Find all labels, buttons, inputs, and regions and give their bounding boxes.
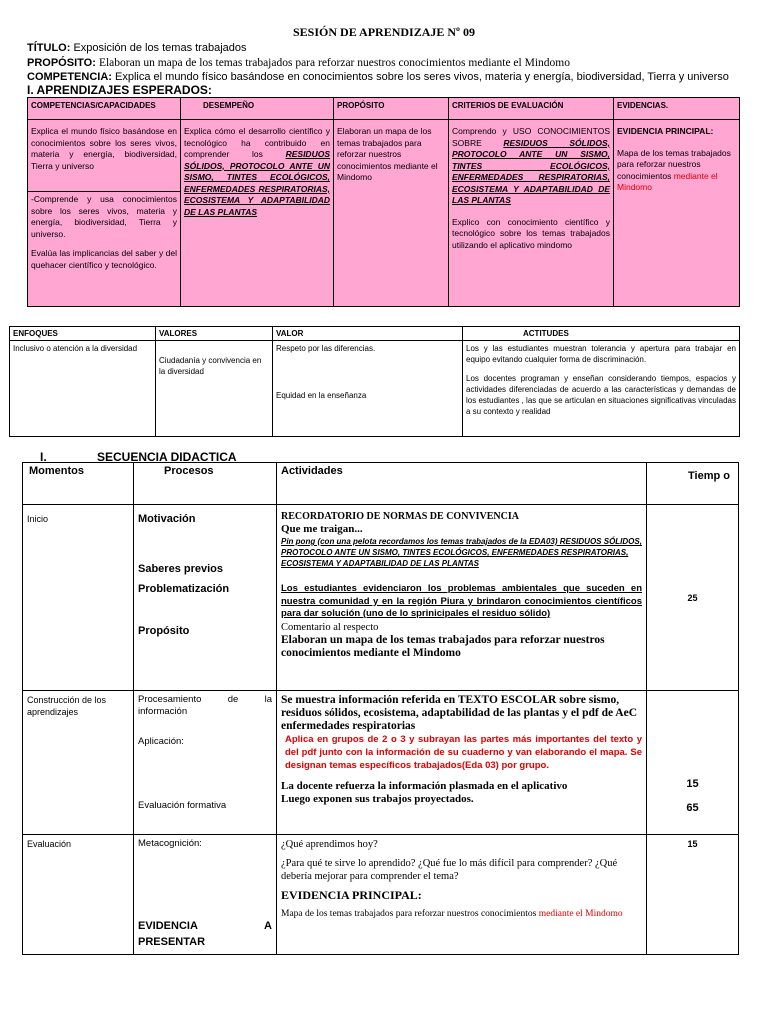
header-valor: VALOR: [273, 327, 463, 341]
act-refuerza: La docente refuerza la información plasmada en el aplicativo: [281, 780, 568, 792]
procesos-evaluacion: [134, 835, 277, 955]
session-title: SESIÓN DE APRENDIZAJE Nº 09: [293, 25, 475, 39]
act-aplica: Aplica en grupos de 2 o 3 y subrayan las partes más importantes del texto y del pdf junto con la información de su cuaderno y van elaborando el mapa. Se designan temas específicos trabajados(Eda 03) por grupo.: [285, 734, 642, 771]
act-evidencia-label: EVIDENCIA PRINCIPAL:: [281, 888, 422, 902]
header-desempeno: DESEMPEÑO: [181, 98, 334, 120]
act-problematizacion: Los estudiantes evidenciaron los problemas ambientales que suceden en nuestra comunidad y en la región Piura y brindaron conocimientos científicos para dar solución (uno de lo sprinicipales el residuo sólido): [281, 583, 642, 619]
secuencia-table: [22, 462, 739, 955]
desempeno-prefix: Explica cómo el desarrollo científico y tecnológico ha contribuido en comprender los: [184, 126, 330, 159]
proc-motivacion: Motivación: [138, 513, 196, 525]
section-secuencia-title: SECUENCIA DIDACTICA: [97, 450, 237, 464]
valores-cell: [156, 341, 273, 437]
criterio-topics: RESIDUOS SÓLIDOS, PROTOCOLO ANTE UN SISMO, TINTES ECOLÓGICOS, ENFERMEDADES RESPIRATORIAS, ECOSISTEMA Y ADAPTABILIDAD DE LAS PLANTAS: [452, 137, 610, 205]
header-momentos: Momentos: [23, 463, 134, 505]
momento-inicio: Inicio: [23, 505, 134, 691]
criterio-prefix: Comprendo y USO CONOCIMIENTOS SOBRE: [452, 126, 610, 148]
competencia-line: [27, 70, 729, 84]
act-exponen: Luego exponen sus trabajos proyectados.: [281, 793, 474, 805]
actitud-2: Los docentes programan y enseñan considerando tiempos, espacios y actividades diferenciadas de acuerdo a las características y demandas de los estudiantes , las que se articulan en situaciones significativas vinculadas a su contexto y realidad: [466, 374, 736, 416]
header-actividades: Actividades: [277, 463, 647, 505]
header-competencias: COMPETENCIAS/CAPACIDADES: [28, 98, 181, 120]
titulo-value: Exposición de los temas trabajados: [73, 42, 247, 54]
tiempo-construccion-2: 65: [686, 802, 699, 814]
evidencia-label: EVIDENCIA PRINCIPAL:: [617, 126, 714, 136]
valor-cell: [273, 341, 463, 437]
competencia-value: Explica el mundo físico basándose en conocimientos sobre los seres vivos, materia y energía, biodiversidad, Tierra y universo: [115, 71, 729, 83]
titulo-line: [27, 41, 247, 55]
act-aprendimos: ¿Qué aprendimos hoy?: [281, 839, 378, 850]
evidencias-cell: [614, 120, 740, 307]
header-actitudes: ACTITUDES: [463, 327, 740, 341]
desempeno-cell: [181, 120, 334, 307]
actividades-construccion: [277, 691, 647, 835]
header-evidencias: EVIDENCIAS.: [614, 98, 740, 120]
act-evidencia-main: Mapa de los temas trabajados para reforzar nuestros conocimientos: [281, 909, 537, 919]
criterio-2: Explico con conocimiento científico y tecnológico sobre los temas trabajados utilizando el aplicativo mindomo: [452, 216, 610, 250]
capacidad-1: -Comprende y usa conocimientos sobre los seres vivos, materia y energía, biodiversidad, Tierra y universo.: [31, 194, 177, 239]
titulo-label: TÍTULO:: [27, 42, 71, 54]
header-criterios: CRITERIOS DE EVALUACIÓN: [449, 98, 614, 120]
section-aprendizajes-title: I. APRENDIZAJES ESPERADOS:: [27, 83, 212, 97]
valor-2: Equidad en la enseñanza: [276, 391, 367, 400]
actitud-1: Los y las estudiantes muestran tolerancia y apertura para trabajar en equipo evitando cualquier forma de discriminación.: [466, 344, 736, 364]
desempeno-topics: RESIDUOS SÓLIDOS, PROTOCOLO ANTE UN SISMO, TINTES ECOLÓGICOS, ENFERMEDADES RESPIRATORIAS, ECOSISTEMA Y ADAPTABILIDAD DE LAS PLANTAS: [184, 149, 330, 217]
proposito-cell: Elaboran un mapa de los temas trabajados para reforzar nuestros conocimientos mediante el Mindomo: [334, 120, 449, 307]
act-info: Se muestra información referida en TEXTO ESCOLAR sobre sismo, residuos sólidos, ecosistema, adaptabilidad de las plantas y el pdf de AeC enfermedades respiratorias: [281, 694, 638, 732]
header-procesos: Procesos: [134, 463, 277, 505]
act-evidencia-red: mediante el Mindomo: [538, 909, 623, 919]
proc-saberes: Saberes previos: [138, 563, 223, 575]
tiempo-inicio: 25: [647, 505, 739, 691]
proc-proposito: Propósito: [138, 625, 190, 637]
proc-evaluacion-formativa: Evaluación formativa: [138, 800, 227, 811]
proc-procesamiento: Procesamiento de la información: [138, 694, 272, 717]
act-traigan: Que me traigan...: [281, 523, 363, 535]
actividades-inicio: [277, 505, 647, 691]
header-proposito: PROPÓSITO: [334, 98, 449, 120]
proposito-value: Elaboran un mapa de los temas trabajados para reforzar nuestros conocimientos mediante el Mindomo: [98, 57, 570, 69]
evidencia-red: mediante el Mindomo: [617, 170, 718, 192]
proc-metacognicion: Metacognición:: [138, 838, 202, 849]
act-pinpong: Pin pong (con una pelota recordamos los temas trabajados de la EDA03) RESIDUOS SÓLIDOS, PROTOCOLO ANTE UN SISMO, TINTES ECOLÓGICOS, ENFERMEDADES RESPIRATORIAS, ECOSISTEMA Y ADAPTABILIDAD DE LAS PLANTAS: [281, 537, 642, 568]
act-recordatorio: RECORDATORIO DE NORMAS DE CONVIVENCIA: [281, 511, 519, 522]
competencia-cell: Explica el mundo físico basándose en conocimientos sobre los seres vivos, materia y energía, biodiversidad, Tierra y universo: [28, 120, 181, 192]
act-evidencia-text: [281, 908, 642, 920]
aprendizajes-table: [27, 97, 740, 307]
act-comentario: Comentario al respecto: [281, 621, 379, 633]
proposito-label: PROPÓSITO:: [27, 57, 96, 69]
tiempo-evaluacion: 15: [647, 835, 739, 955]
procesos-construccion: [134, 691, 277, 835]
tiempo-construccion: [647, 691, 739, 835]
valor-1: Respeto por las diferencias.: [276, 344, 376, 353]
section-secuencia-number: I.: [40, 450, 47, 464]
enfoque-cell: Inclusivo o atención a la diversidad: [10, 341, 156, 437]
proc-aplicacion: Aplicación:: [138, 736, 184, 747]
capacidades-cell: [28, 192, 181, 307]
competencia-label: COMPETENCIA:: [27, 71, 112, 83]
header-valores: VALORES: [156, 327, 273, 341]
capacidad-2: Evalúa las implicancias del saber y del quehacer científico y tecnológico.: [31, 248, 177, 270]
actitudes-cell: [463, 341, 740, 437]
momento-evaluacion: Evaluación: [23, 835, 134, 955]
enfoques-table: [9, 326, 740, 437]
criterios-cell: [449, 120, 614, 307]
actividades-evaluacion: [277, 835, 647, 955]
proposito-line: [27, 56, 570, 70]
evidencia-text: Mapa de los temas trabajados para reforzar nuestros conocimientos: [617, 147, 731, 181]
act-proposito: Elaboran un mapa de los temas trabajados para reforzar nuestros conocimientos mediante el Mindomo: [281, 633, 605, 659]
header-enfoques: ENFOQUES: [10, 327, 156, 341]
tiempo-construccion-1: 15: [686, 778, 699, 790]
procesos-inicio: [134, 505, 277, 691]
momento-construccion: Construcción de los aprendizajes: [23, 691, 134, 835]
proc-problematizacion: Problematización: [138, 583, 230, 595]
proc-evidencia: EVIDENCIA A PRESENTAR: [138, 920, 272, 948]
valores-text: Ciudadanía y convivencia en la diversidad: [159, 356, 262, 376]
header-tiempo: Tiemp o: [647, 463, 739, 505]
act-preguntas: ¿Para qué te sirve lo aprendido? ¿Qué fue lo más difícil para comprender? ¿Qué debería mejorar para comprender el tema?: [281, 858, 618, 882]
